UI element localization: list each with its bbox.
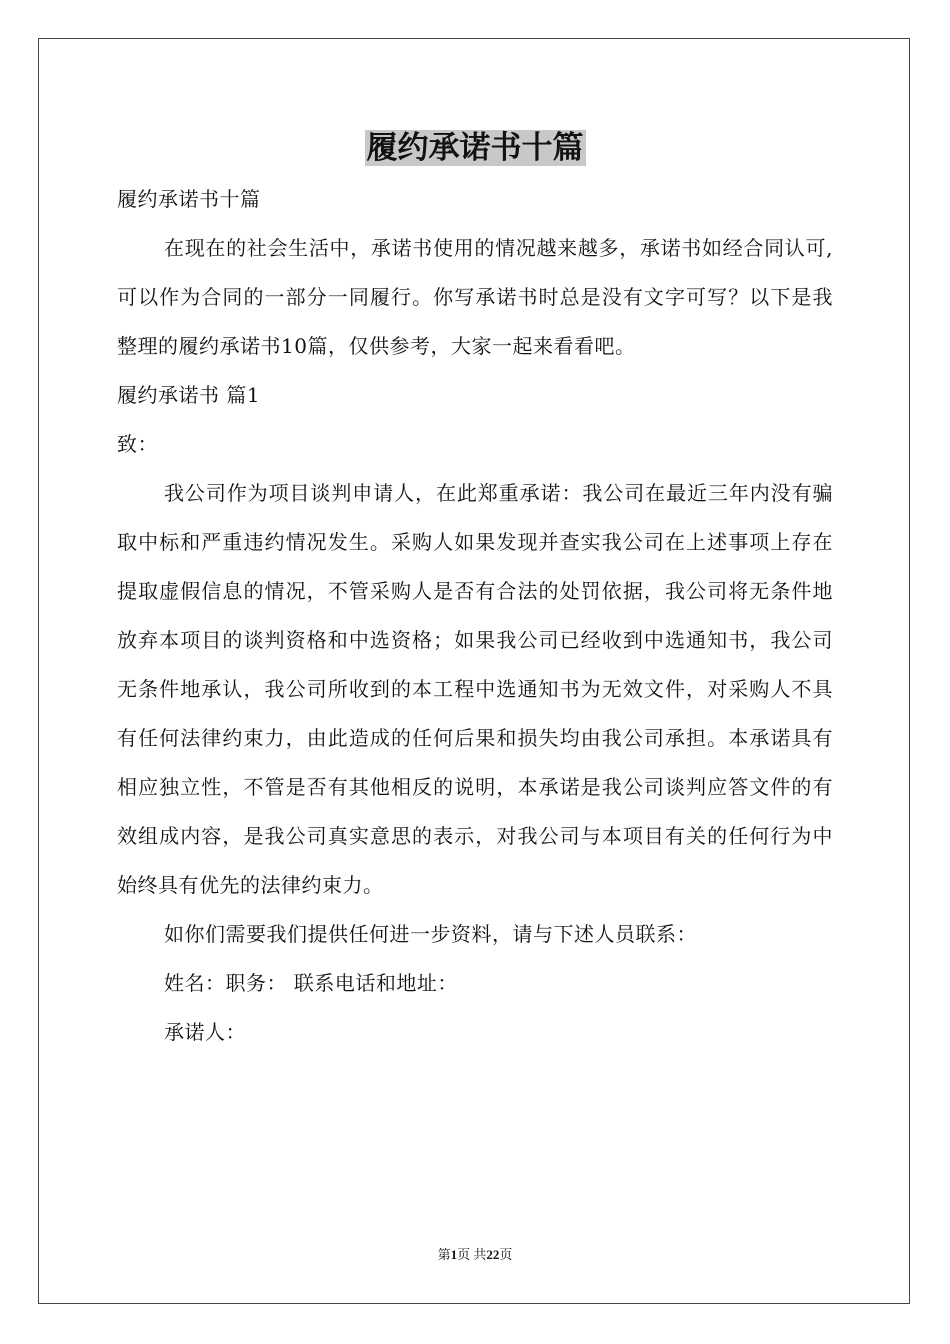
page-total: 22 xyxy=(486,1247,500,1262)
page-current: 1 xyxy=(450,1247,458,1262)
document-title xyxy=(0,128,950,168)
commitment-paragraph: 我公司作为项目谈判申请人，在此郑重承诺：我公司在最近三年内没有骗取中标和严重违约情况发生。采购人如果发现并查实我公司在上述事项上存在提取虚假信息的情况，不管采购人是否有合法的处罚依据，我公司将无条件地放弃本项目的谈判资格和中选资格；如果我公司已经收到中选通知书，我公司无条件地承认，我公司所收到的本工程中选通知书为无效文件，对采购人不具有任何法律约束力，由此造成的任何后果和损失均由我公司承担。本承诺具有相应独立性，不管是否有其他相反的说明，本承诺是我公司谈判应答文件的有效组成内容，是我公司真实意思的表示，对我公司与本项目有关的任何行为中始终具有优先的法律约束力。 xyxy=(117,481,833,897)
document-subtitle: 履约承诺书十篇 xyxy=(117,187,261,211)
contact-request: 如你们需要我们提供任何进一步资料，请与下述人员联系： xyxy=(164,922,697,946)
page-prefix: 第 xyxy=(437,1247,451,1262)
document-title-text: 履约承诺书十篇 xyxy=(366,130,584,166)
page-suffix: 页 xyxy=(499,1247,513,1262)
salutation: 致： xyxy=(117,432,158,456)
section-heading: 履约承诺书 篇1 xyxy=(117,383,261,407)
contact-fields: 姓名：职务： 联系电话和地址： xyxy=(164,971,458,995)
page-footer xyxy=(0,1244,950,1263)
signatory-line: 承诺人： xyxy=(164,1020,246,1044)
document-body xyxy=(117,175,833,1057)
page-mid: 页 共 xyxy=(457,1247,487,1262)
intro-paragraph: 在现在的社会生活中，承诺书使用的情况越来越多，承诺书如经合同认可,可以作为合同的一部分一同履行。你写承诺书时总是没有文字可写？以下是我整理的履约承诺书10篇，仅供参考，大家一起来看看吧。 xyxy=(117,236,833,358)
